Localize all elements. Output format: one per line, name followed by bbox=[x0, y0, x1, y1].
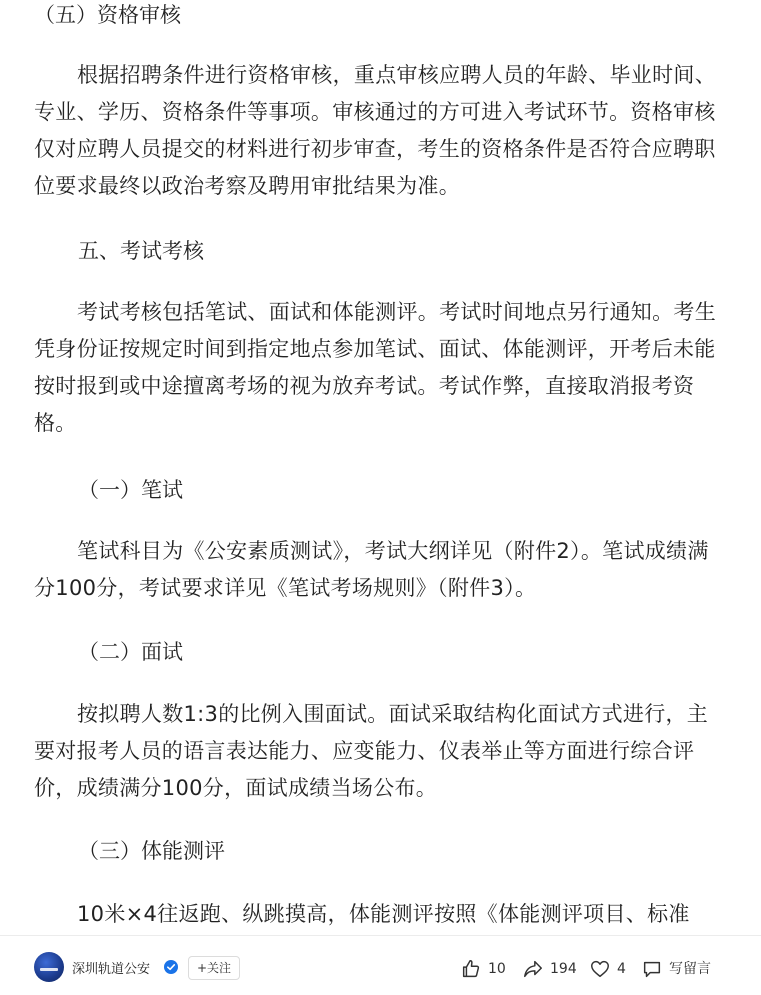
article-footer-bar bbox=[0, 935, 761, 995]
comment-label: 写留言 bbox=[669, 961, 711, 977]
heart-icon bbox=[589, 958, 611, 980]
share-icon bbox=[522, 958, 544, 980]
heading-written-test: （一）笔试 bbox=[78, 478, 183, 502]
heading-exam: 五、考试考核 bbox=[78, 239, 204, 263]
account-name[interactable]: 深圳轨道公安 bbox=[72, 962, 151, 977]
paragraph-exam: 考试考核包括笔试、面试和体能测评。考试时间地点另行通知。考生凭身份证按规定时间到指定地点参加笔试、面试、体能测评，开考后未能按时报到或中途擅离考场的视为放弃考试。考试作弊，直接取消报考资格。 bbox=[34, 300, 716, 435]
follow-button[interactable]: +关注 bbox=[188, 956, 240, 980]
paragraph-qualification: 根据招聘条件进行资格审核，重点审核应聘人员的年龄、毕业时间、专业、学历、资格条件等事项。审核通过的方可进入考试环节。资格审核仅对应聘人员提交的材料进行初步审查，考生的资格条件是否符合应聘职位要求最终以政治考察及聘用审批结果为准。 bbox=[34, 63, 716, 198]
comment-button[interactable] bbox=[641, 958, 711, 980]
heading-fitness: （三）体能测评 bbox=[78, 839, 225, 863]
favorite-count: 4 bbox=[617, 961, 626, 977]
heading-qualification: （五）资格审核 bbox=[34, 3, 181, 27]
paragraph-interview: 按拟聘人数1:3的比例入围面试。面试采取结构化面试方式进行，主要对报考人员的语言表达能力、应变能力、仪表举止等方面进行综合评价，成绩满分100分，面试成绩当场公布。 bbox=[34, 702, 709, 800]
heading-interview: （二）面试 bbox=[78, 640, 183, 664]
paragraph-fitness: 10米×4往返跑、纵跳摸高，体能测评按照《体能测评项目、标准 bbox=[77, 902, 690, 926]
comment-icon bbox=[641, 958, 663, 980]
share-button[interactable] bbox=[522, 958, 577, 980]
like-button[interactable] bbox=[460, 958, 506, 980]
favorite-button[interactable] bbox=[589, 958, 626, 980]
avatar[interactable] bbox=[34, 952, 64, 982]
share-count: 194 bbox=[550, 961, 577, 977]
verified-badge-icon bbox=[164, 960, 178, 974]
thumb-up-icon bbox=[460, 958, 482, 980]
paragraph-written-test: 笔试科目为《公安素质测试》，考试大纲详见（附件2）。笔试成绩满分100分，考试要求详见《笔试考场规则》（附件3）。 bbox=[34, 539, 709, 600]
like-count: 10 bbox=[488, 961, 506, 977]
